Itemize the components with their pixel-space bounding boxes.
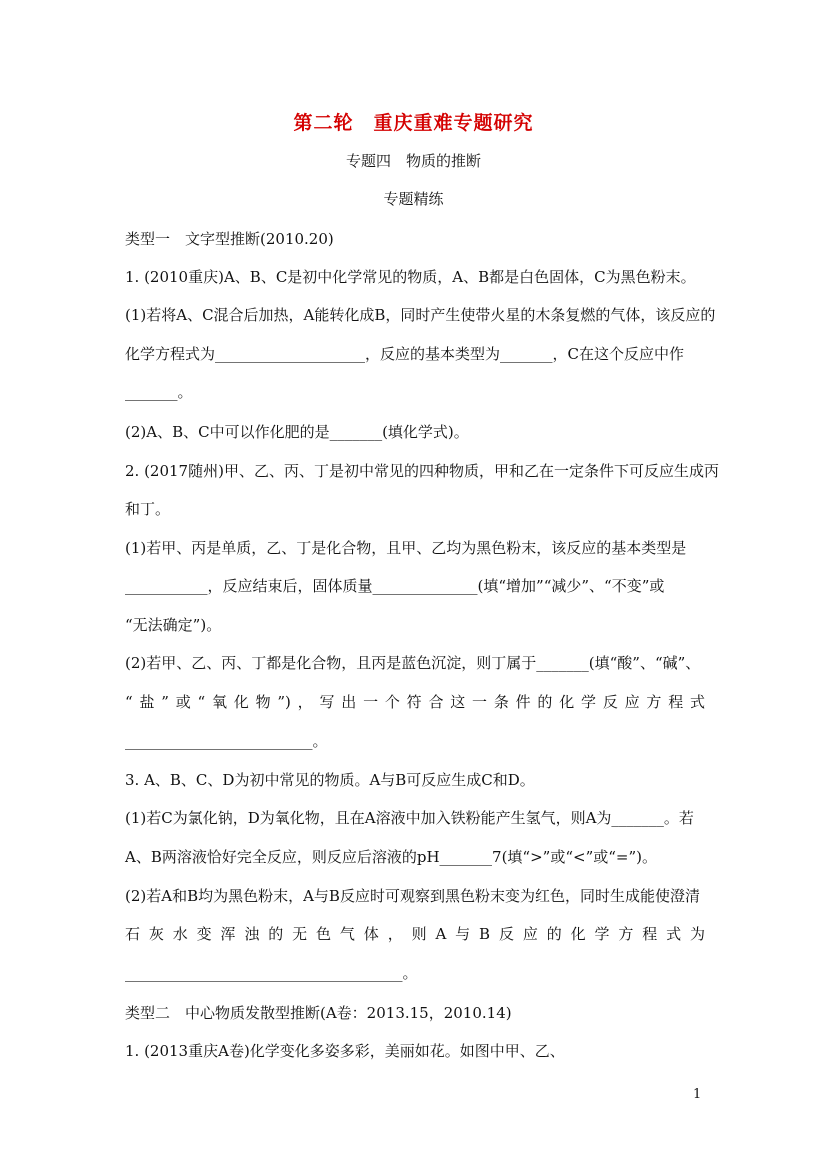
q1-part2: (2)A、B、C中可以作化肥的是_______(填化学式)。: [125, 423, 469, 441]
q1-part1-line1: (1)若将A、C混合后加热，A能转化成B，同时产生使带火星的木条复燃的气体，该反应的: [125, 306, 716, 324]
topic-subtitle: 专题四 物质的推断: [345, 152, 481, 170]
q1-stem: 1. (2010重庆)A、B、C是初中化学常见的物质，A、B都是白色固体，C为黑色粉末。: [125, 268, 696, 286]
q2-part1-line2: ___________，反应结束后，固体质量______________(填“增加”“减少”、“不变”或: [125, 577, 665, 595]
q2-stem-line1: 2. (2017随州)甲、乙、丙、丁是初中常见的四种物质，甲和乙在一定条件下可反应生成丙: [125, 462, 719, 480]
q3-part1-line1: (1)若C为氯化钠，D为氧化物，且在A溶液中加入铁粉能产生氢气，则A为_______。若: [125, 809, 694, 827]
q3-part2-line1: (2)若A和B均为黑色粉末，A与B反应时可观察到黑色粉末变为红色，同时生成能使澄清: [125, 887, 700, 905]
q2-part2-line2: “盐”或“氧化物”)，写出一个符合这一条件的化学反应方程式: [125, 693, 705, 711]
q2-stem-line2: 和丁。: [125, 500, 171, 518]
type2-heading: 类型二 中心物质发散型推断(A卷：2013.15，2010.14): [125, 1004, 512, 1022]
q2-part2-line3: _________________________。: [125, 732, 328, 750]
q1-part1-line3: _______。: [125, 383, 193, 401]
q2-part1-line3: “无法确定”)。: [125, 616, 222, 634]
q3-part2-line3: _____________________________________。: [125, 964, 418, 982]
q1-part1-line2: 化学方程式为____________________，反应的基本类型为_______，C在这个反应中作: [125, 345, 684, 363]
page-number: 1: [693, 1087, 702, 1102]
q2-part2-line1: (2)若甲、乙、丙、丁都是化合物，且丙是蓝色沉淀，则丁属于_______(填“酸”、“碱”、: [125, 654, 701, 672]
type1-heading: 类型一 文字型推断(2010.20): [125, 230, 334, 248]
q3-part1-line2: A、B两溶液恰好完全反应，则反应后溶液的pH_______7(填“>”或“<”或“=”)。: [125, 848, 658, 866]
page-title: 第二轮 重庆重难专题研究: [293, 112, 534, 134]
q2-part1-line1: (1)若甲、丙是单质，乙、丁是化合物，且甲、乙均为黑色粉末，该反应的基本类型是: [125, 539, 687, 557]
q3-part2-line2: 石灰水变浑浊的无色气体，则A与B反应的化学方程式为: [125, 925, 705, 943]
q3-stem: 3. A、B、C、D为初中常见的物质。A与B可反应生成C和D。: [125, 771, 535, 789]
section-subtitle: 专题精练: [383, 190, 444, 208]
type2-q1-stem: 1. (2013重庆A卷)化学变化多姿多彩，美丽如花。如图中甲、乙、: [125, 1042, 565, 1060]
